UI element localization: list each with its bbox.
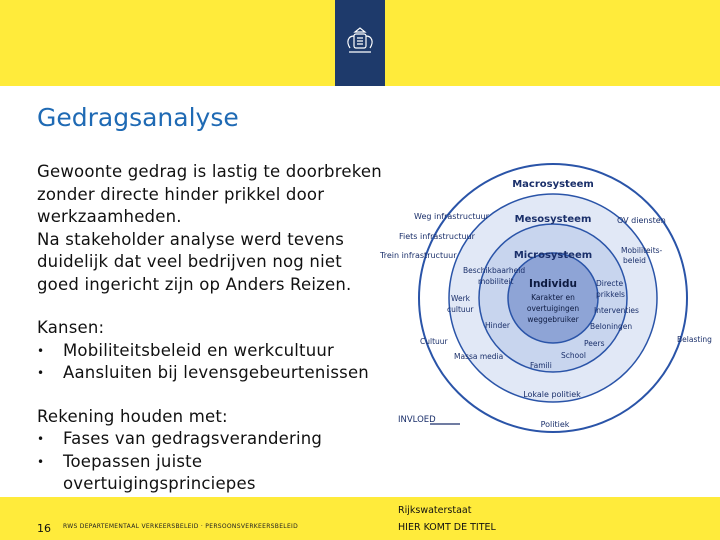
individu-sub: weggebruiker (527, 315, 579, 324)
list-item: overtuigingsprinciepes (63, 474, 256, 493)
list-item: • Mobiliteitsbeleid en werkcultuur (37, 340, 335, 360)
individu-label: Individu (529, 278, 577, 290)
famili-label: Famili (530, 361, 552, 370)
werkcultuur-label: cultuur (447, 305, 474, 314)
meso-label: Mesosysteem (514, 214, 592, 225)
list-item: • Aansluiten bij levensgebeurtenissen (37, 363, 369, 382)
fiets-label: Fiets infrastructuur (399, 232, 475, 241)
beschikbaarheid-label: Beschikbaarheid (463, 266, 526, 275)
government-logo (335, 0, 385, 86)
peers-label: Peers (584, 339, 605, 348)
weg-label: Weg infrastructuur (414, 212, 489, 221)
directe-prikkels-label: Directe (596, 279, 624, 288)
individu-sub: overtuigingen (526, 304, 580, 313)
list-item: • Fases van gedragsverandering (37, 429, 323, 448)
intro-line: Na stakeholder analyse werd tevens (37, 229, 345, 249)
individu-sub: Karakter en (531, 293, 575, 302)
page-number: 16 (37, 522, 51, 535)
crest-icon (342, 26, 378, 58)
ov-label: OV diensten (617, 216, 666, 225)
werkcultuur-label: Werk (451, 294, 471, 303)
mobiliteitsbeleid-label: beleid (623, 256, 646, 265)
lokale-politiek-label: Lokale politiek (523, 390, 581, 399)
rekening-heading: Rekening houden met: (37, 406, 228, 426)
trein-label: Trein infrastructuur (380, 251, 457, 260)
footer-band (0, 497, 720, 540)
intro-line: werkzaamheden. (37, 207, 182, 226)
invloed-label: INVLOED (398, 415, 436, 425)
cultuur-label: Cultuur (420, 337, 448, 346)
hinder-label: Hinder (485, 321, 510, 330)
footer-doc-title: HIER KOMT DE TITEL (398, 522, 496, 533)
footer-organization: Rijkswaterstaat (398, 505, 472, 516)
ecological-systems-diagram (370, 160, 715, 450)
slide-title: Gedragsanalyse (37, 103, 239, 132)
interventies-label: Interventies (594, 306, 639, 315)
footer-department: RWS DEPARTEMENTAAL VERKEERSBELEID · PERSOONSVERKEERSBELEID (63, 523, 299, 530)
beschikbaarheid-label: mobiliteit (478, 277, 514, 286)
intro-line: goed ingericht zijn op Anders Reizen. (37, 274, 352, 294)
list-item: • Toepassen juiste (37, 451, 203, 471)
mobiliteitsbeleid-label: Mobiliteits- (621, 246, 663, 255)
politiek-label: Politiek (540, 420, 570, 429)
massa-media-label: Massa media (454, 352, 504, 361)
belasting-label: Belasting (677, 335, 712, 344)
intro-line: Gewoonte gedrag is lastig te doorbreken (37, 162, 382, 181)
intro-line: duidelijk dat veel bedrijven nog niet (37, 252, 342, 271)
macro-label: Macrosysteem (512, 179, 594, 190)
directe-prikkels-label: prikkels (596, 290, 625, 299)
body-text (37, 161, 417, 496)
school-label: School (561, 351, 586, 360)
beloningen-label: Beloningen (590, 322, 633, 331)
micro-label: Microsysteem (513, 250, 593, 261)
intro-line: zonder directe hinder prikkel door (37, 184, 325, 204)
kansen-heading: Kansen: (37, 318, 105, 337)
